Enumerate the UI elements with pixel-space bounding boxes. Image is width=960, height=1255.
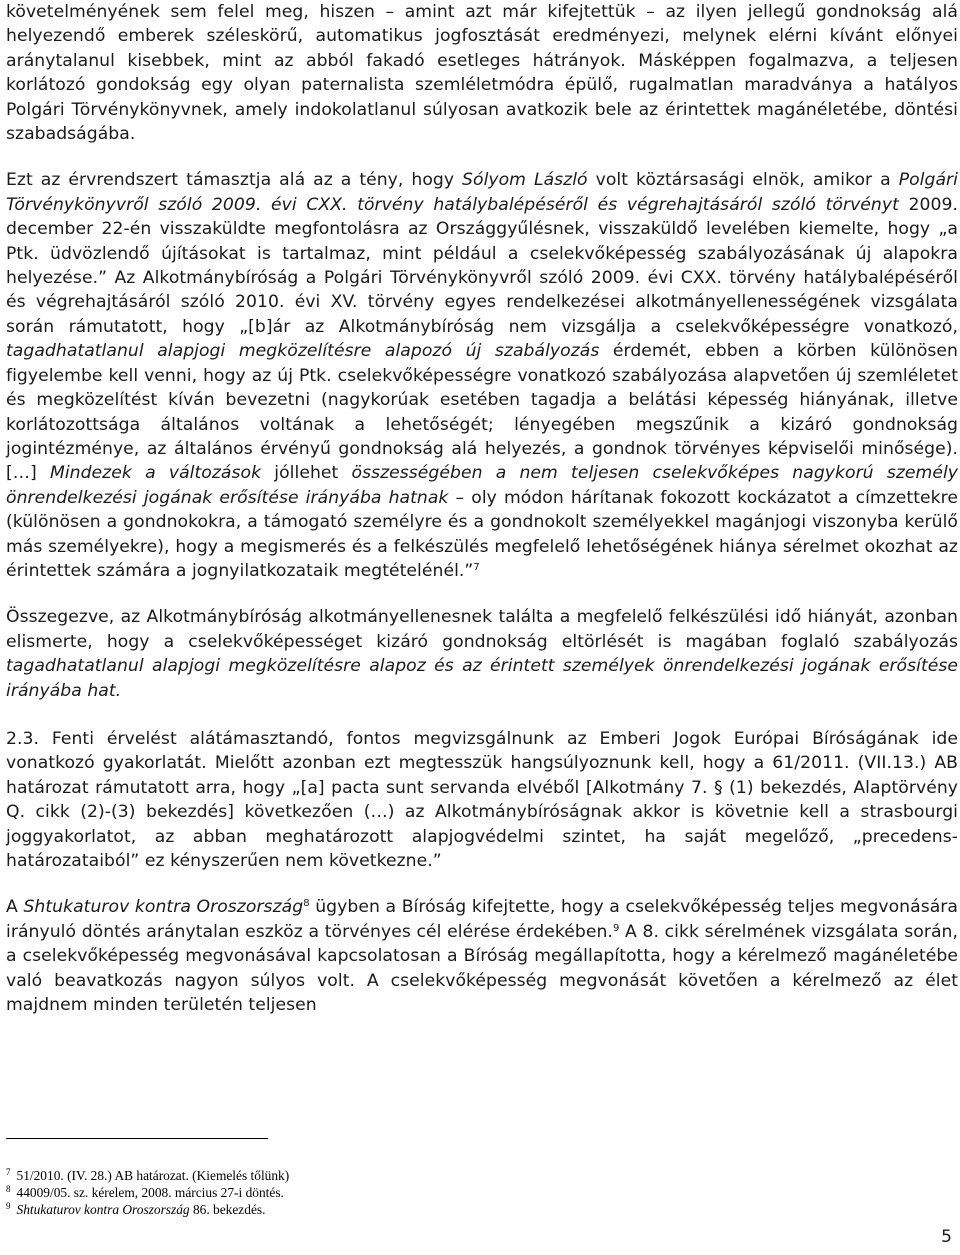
italic-text: tagadhatatlanul alapjogi megközelítésre alapoz és az érintett személyek önrendelkezési jogának erősítése irányába hat.: [6, 656, 958, 701]
footnote-ref: 9: [612, 922, 620, 934]
text-run: Ezt az érvrendszert támasztja alá az a tény, hogy: [6, 170, 463, 191]
footnote-number: 7: [6, 1167, 11, 1177]
text-run: – oly módon hárítanak fokozott kockázatot a címzettekre (különösen a gondnokokra, a támogató személyre és a gondnokolt személyekkel magánjogi viszonyba kerülő más személyekre), hogy a megismerés és a felkészülés megfelelő lehetőségének hiánya sérelmet okozhat az érintettek számára a jognyilatkozataik megtételénél.”: [6, 487, 958, 581]
italic-text: Mindezek a változások: [49, 463, 262, 484]
footnote-7: [6, 1167, 706, 1184]
text-run: követelményének sem felel meg, hiszen – amint azt már kifejtettük – az ilyen jellegű gondnokság alá helyezendő emberek széleskörű, automatikus jogfosztását eredményezi, melynek elérni kívánt előnyei aránytalanul kisebbek, mint az abból fakadó esetleges hátrányok. Másképpen fogalmazva, a teljesen korlátozó gondokság egy olyan paternalista szemléletmódra épülő, rugalmatlan maradványa a hatályos Polgári Törvénykönyvnek, amely indokolatlanul súlyosan avatkozik bele az érintettek magánéletébe, döntési szabadságába.: [6, 2, 958, 145]
italic-text: tagadhatatlanul alapjogi megközelítésre alapozó új szabályozás: [6, 341, 600, 362]
footnote-number: 9: [6, 1201, 11, 1211]
italic-text: Shtukaturov kontra Oroszország: [16, 1202, 190, 1217]
text-run: A: [6, 897, 24, 918]
text-run: 86. bekezdés.: [189, 1202, 266, 1217]
paragraph-2: [6, 168, 958, 583]
footnote-9: [6, 1201, 706, 1218]
text-run: 44009/05. sz. kérelem, 2008. március 27-i döntés.: [16, 1185, 284, 1200]
paragraph-3: [6, 605, 958, 703]
text-run: érdemét, ebben a körben különösen figyelembe kell venni, hogy az új Ptk. cselekvőképességre vonatkozó szabályozása alapvetően új szemléletet és megközelítést kíván bevezetni (nagykorúak esetében tagadja a belátási képesség hiányának, illetve korlátozottsága általános voltának a lehetőségét; lényegében megszűnik a kizáró gondnokság jogintézménye, az általános érvényű gondnokság alá helyezés, a gondnok törvényes képviselői minősége). […]: [6, 341, 958, 484]
text-run: A 8. cikk sérelmének vizsgálata során, a cselekvőképesség megvonásával kapcsolatosan a Bíróság megállapította, hogy a kérelmező magánéletébe való beavatkozás nagyon súlyos volt. A cselekvőképesség megvonását követően a kérelmező az élet majdnem minden területén teljesen: [6, 921, 958, 1016]
footnote-ref: 8: [303, 898, 310, 910]
text-run: Összegezve, az Alkotmánybíróság alkotmányellenesnek találta a megfelelő felkészülési idő hiányát, azonban elismerte, hogy a cselekvőképességet kizáró gondnokság eltörlését is magában foglaló szabályozás: [6, 607, 958, 652]
footnote-number: 8: [6, 1184, 11, 1194]
footnotes: [6, 1167, 706, 1218]
paragraph-1: [6, 0, 958, 146]
italic-text: Shtukaturov kontra Oroszország: [23, 897, 304, 918]
paragraph-4: [6, 727, 958, 873]
italic-text: Polgári Törvénykönyvről szóló 2009. évi CXX. törvény hatálybalépéséről és végrehajtásáról szóló törvényt: [6, 170, 958, 215]
italic-text: összességében a nem teljesen cselekvőképes nagykorú személy önrendelkezési jogának erősítése irányába hatnak: [6, 463, 958, 508]
footnote-ref: 7: [473, 561, 480, 573]
text-run: volt köztársasági elnök, amikor a: [587, 170, 899, 191]
footnote-separator: [6, 1138, 268, 1139]
footnote-8: [6, 1184, 706, 1201]
page-number: 5: [941, 1227, 952, 1247]
text-run: ügyben a Bíróság kifejtette, hogy a cselekvőképesség teljes megvonására irányuló döntés aránytalan eszköz a törvényes cél elérése érdekében.: [6, 897, 958, 942]
text-run: 51/2010. (IV. 28.) AB határozat. (Kiemelés tőlünk): [16, 1168, 290, 1183]
text-run: 2.3. Fenti érvelést alátámasztandó, fontos megvizsgálnunk az Emberi Jogok Európai Bíróságának ide vonatkozó gyakorlatát. Mielőtt azonban ezt megtesszük hangsúlyoznunk kell, hogy a 61/2011. (VII.13.) AB határozat rámutatott arra, hogy „[a] pacta sunt servanda elvéből [Alkotmány 7. § (1) bekezdés, Alaptörvény Q. cikk (2)-(3) bekezdés] következően (…) az Alkotmánybíróságnak akkor is követnie kell a strasbourgi joggyakorlatot, az abban meghatározott alapjogvédelmi szintet, ha saját megelőző, „precedens-határozataiból” ez kényszerűen nem következne.”: [6, 728, 958, 871]
italic-text: Sólyom László: [462, 170, 588, 191]
text-run: 2009. december 22-én visszaküldte megfontolásra az Országgyűlésnek, visszaküldő levelében kiemelte, hogy „a Ptk. üdvözlendő újításokat is tartalmaz, mint például a cselekvőképesség szabályozásának új alapokra helyezése.” Az Alkotmánybíróság a Polgári Törvénykönyvről szóló 2009. évi CXX. törvény hatálybalépéséről és végrehajtásáról szóló 2010. évi XV. törvény egyes rendelkezései alkotmányellenességének vizsgálata során rámutatott, hogy „[b]ár az Alkotmánybíróság nem vizsgálja a cselekvőképességre vonatkozó,: [6, 194, 958, 337]
document-body: [6, 0, 958, 1017]
text-run: jóllehet: [261, 463, 352, 484]
paragraph-5: [6, 895, 958, 1017]
